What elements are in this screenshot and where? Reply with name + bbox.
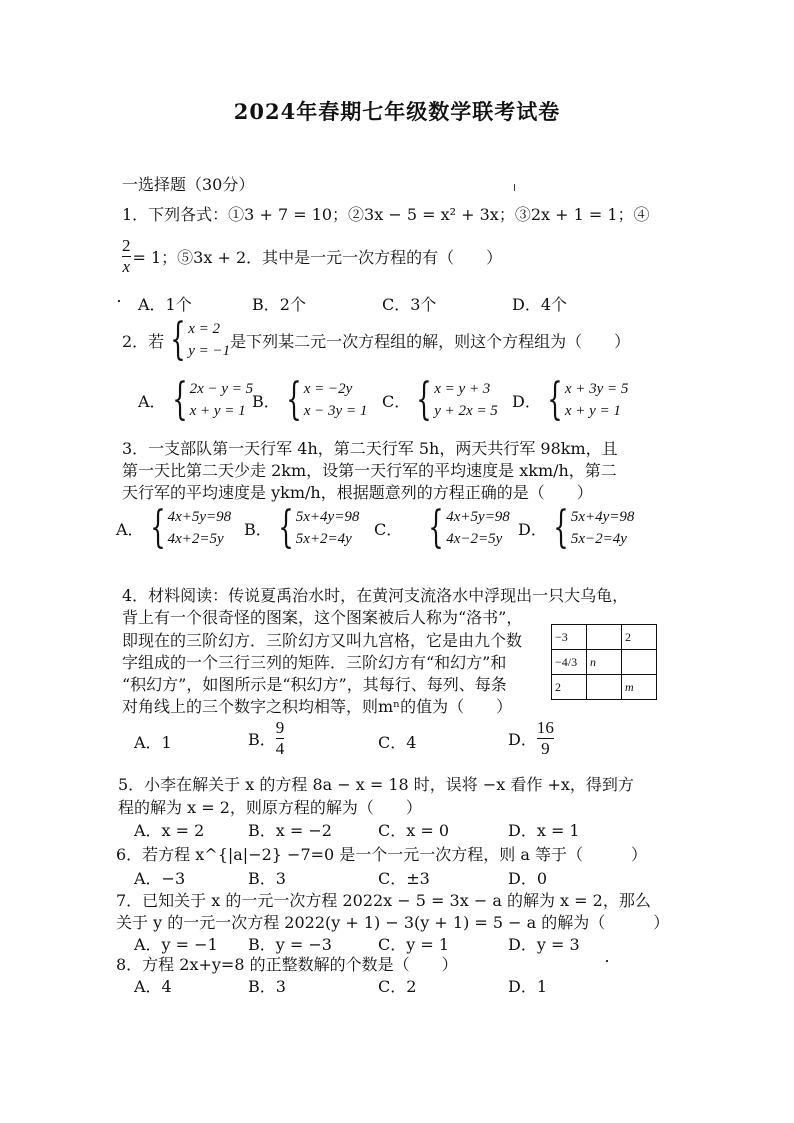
- q2-option-a: A． { 2x − y = 5 x + y = 1: [138, 374, 254, 425]
- q3-option-c-label: C．: [374, 519, 403, 539]
- grid-cell: m: [622, 675, 657, 700]
- exam-title: 2024年春期七年级数学联考试卷: [233, 99, 561, 124]
- q4-option-d-label: D．: [508, 730, 537, 749]
- q2-given-system: { x = 2 y = −1: [170, 314, 231, 365]
- grid-cell: [622, 650, 657, 675]
- q2-option-a-line2: x + y = 1: [189, 403, 246, 419]
- grid-cell: −4/3: [552, 650, 587, 675]
- grid-cell: 2: [622, 625, 657, 650]
- q1-option-a: A．1个: [138, 295, 192, 314]
- q3-option-c-line2: 4x−2=5y: [446, 531, 503, 547]
- q2-option-b-line1: x = −2y: [303, 381, 353, 397]
- q7-option-d: D．y = 3: [508, 935, 580, 954]
- q4-text-line2: 背上有一个很奇怪的图案，这个图案被后人称为“洛书”，: [122, 608, 523, 627]
- q4-option-b-num: 9: [275, 718, 285, 737]
- q7-option-c: C．y = 1: [378, 935, 450, 954]
- q7-option-a: A．y = −1: [134, 935, 218, 954]
- q4-option-c: C．4: [378, 733, 417, 752]
- q5-text-line1: 5．小李在解关于 x 的方程 8a − x = 18 时，误将 −x 看作 +x，得到方: [118, 775, 634, 794]
- q4-text-line3: 即现在的三阶幻方．三阶幻方又叫九宫格，它是由九个数: [122, 631, 523, 650]
- q2-option-b-label: B．: [252, 391, 280, 411]
- q3-option-d-line1: 5x+4y=98: [570, 509, 635, 525]
- q8-text: 8．方程 2x+y=8 的正整数解的个数是（ ）: [116, 955, 458, 974]
- q4-option-d: [508, 718, 554, 759]
- q3-option-b-label: B．: [244, 519, 272, 539]
- section-heading: 一选择题（30分）: [122, 175, 255, 194]
- q5-option-a: A．x = 2: [134, 821, 205, 840]
- q2-option-b: B． { x = −2y x − 3y = 1: [252, 374, 368, 425]
- scan-mark: [514, 184, 515, 191]
- q2-option-d-label: D．: [512, 391, 541, 411]
- q4-option-d-den: 9: [541, 739, 550, 758]
- q8-option-c: C．2: [378, 977, 417, 996]
- grid-cell: n: [587, 650, 622, 675]
- q2-option-d-line1: x + 3y = 5: [564, 381, 629, 397]
- q3-text-line1: 3．一支部队第一天行军 4h，第二天行军 5h，两天共行军 98km，且: [122, 439, 618, 458]
- q4-option-b-label: B．: [248, 730, 276, 749]
- q8-option-b: B．3: [248, 977, 286, 996]
- q2-option-a-line1: 2x − y = 5: [189, 381, 254, 397]
- q3-option-a: A． { 4x+5y=98 4x+2=5y: [116, 502, 232, 553]
- q4-option-b-den: 4: [275, 739, 285, 758]
- grid-cell: 2: [552, 675, 587, 700]
- q3-option-c: C． { 4x+5y=98 4x−2=5y: [374, 502, 510, 553]
- q4-text-line4: 字组成的一个三行三列的矩阵．三阶幻方有“和幻方”和: [122, 653, 507, 672]
- q2-option-d: D． { x + 3y = 5 x + y = 1: [512, 374, 629, 425]
- q4-option-d-num: 16: [536, 718, 554, 737]
- q2-option-c-line1: x = y + 3: [434, 381, 491, 397]
- q6-option-a: A．−3: [134, 869, 186, 888]
- scan-mark: [606, 960, 608, 962]
- q5-option-d: D．x = 1: [508, 821, 580, 840]
- q1-text-line2: = 1；⑤3x + 2．其中是一元一次方程的有（ ）: [132, 248, 503, 267]
- q1-fraction-numerator: 2: [122, 236, 131, 255]
- q5-option-b: B．x = −2: [248, 821, 332, 840]
- q3-option-c-line1: 4x+5y=98: [446, 509, 510, 525]
- q2-prefix: 2．若: [122, 331, 165, 351]
- q1-option-c: C．3个: [382, 295, 437, 314]
- q2-stem: [122, 314, 631, 365]
- q3-option-a-line1: 4x+5y=98: [167, 509, 232, 525]
- q3-option-d-label: D．: [518, 519, 547, 539]
- q3-text-line2: 第一天比第二天少走 2km，设第一天行军的平均速度是 xkm/h，第二: [122, 461, 617, 480]
- q4-text-line5: “积幻方”，如图所示是“积幻方”，其每行、每列、每条: [122, 675, 507, 694]
- q2-given-line1: x = 2: [188, 321, 220, 337]
- grid-cell: [587, 625, 622, 650]
- q7-text-line1: 7．已知关于 x 的一元一次方程 2022x − 5 = 3x − a 的解为 x = 2，那么: [116, 891, 651, 910]
- q1-text-line1: 1．下列各式：①3 + 7 = 10；②3x − 5 = x² + 3x；③2x + 1 = 1；④: [122, 205, 650, 224]
- q2-option-c: C． { x = y + 3 y + 2x = 5: [382, 374, 498, 425]
- q3-option-a-label: A．: [116, 519, 144, 539]
- q1-fraction: [122, 236, 131, 277]
- q1-option-d: D．4个: [512, 295, 568, 314]
- q4-option-b: [248, 718, 284, 759]
- q7-option-b: B．y = −3: [248, 935, 332, 954]
- q3-option-a-line2: 4x+2=5y: [167, 531, 224, 547]
- q6-option-b: B．3: [248, 869, 286, 888]
- q2-given-line2: y = −1: [188, 343, 231, 359]
- q2-suffix: 是下列某二元一次方程组的解，则这个方程组为（ ）: [230, 331, 631, 351]
- q4-text-line1: 4．材料阅读：传说夏禹治水时，在黄河支流洛水中浮现出一只大乌龟，: [122, 586, 629, 605]
- q3-option-b-line1: 5x+4y=98: [295, 509, 360, 525]
- q6-option-d: D．0: [508, 869, 548, 888]
- q3-option-b-line2: 5x+2=4y: [295, 531, 352, 547]
- q8-option-a: A．4: [134, 977, 172, 996]
- magic-square-grid: [551, 624, 657, 700]
- q5-option-c: C．x = 0: [378, 821, 450, 840]
- q5-text-line2: 程的解为 x = 2，则原方程的解为（ ）: [118, 798, 422, 817]
- q1-text-line2-row: [122, 236, 502, 277]
- scan-mark: [118, 300, 120, 302]
- q6-text: 6．若方程 x^{|a|−2} −7=0 是一个一元一次方程，则 a 等于（ ）: [116, 845, 648, 864]
- q3-text-line3: 天行军的平均速度是 ykm/h，根据题意列的方程正确的是（ ）: [122, 483, 593, 502]
- q2-option-c-line2: y + 2x = 5: [434, 403, 498, 419]
- q1-fraction-denominator: x: [122, 257, 131, 276]
- q3-option-b: B． { 5x+4y=98 5x+2=4y: [244, 502, 360, 553]
- q4-option-a: A．1: [134, 733, 172, 752]
- q8-option-d: D．1: [508, 977, 548, 996]
- q6-option-c: C．±3: [378, 869, 430, 888]
- q2-option-a-label: A．: [138, 391, 166, 411]
- q3-option-d: D． { 5x+4y=98 5x−2=4y: [518, 502, 635, 553]
- q3-option-d-line2: 5x−2=4y: [570, 531, 627, 547]
- q7-text-line2: 关于 y 的一元一次方程 2022(y + 1) − 3(y + 1) = 5 − a 的解为（ ）: [116, 913, 670, 932]
- grid-cell: [587, 675, 622, 700]
- grid-cell: −3: [552, 625, 587, 650]
- q2-option-d-line2: x + y = 1: [564, 403, 621, 419]
- q2-option-b-line2: x − 3y = 1: [303, 403, 368, 419]
- q4-text-line6: 对角线上的三个数字之积均相等，则mⁿ的值为（ ）: [122, 697, 513, 716]
- q1-option-b: B．2个: [252, 295, 306, 314]
- q2-option-c-label: C．: [382, 391, 411, 411]
